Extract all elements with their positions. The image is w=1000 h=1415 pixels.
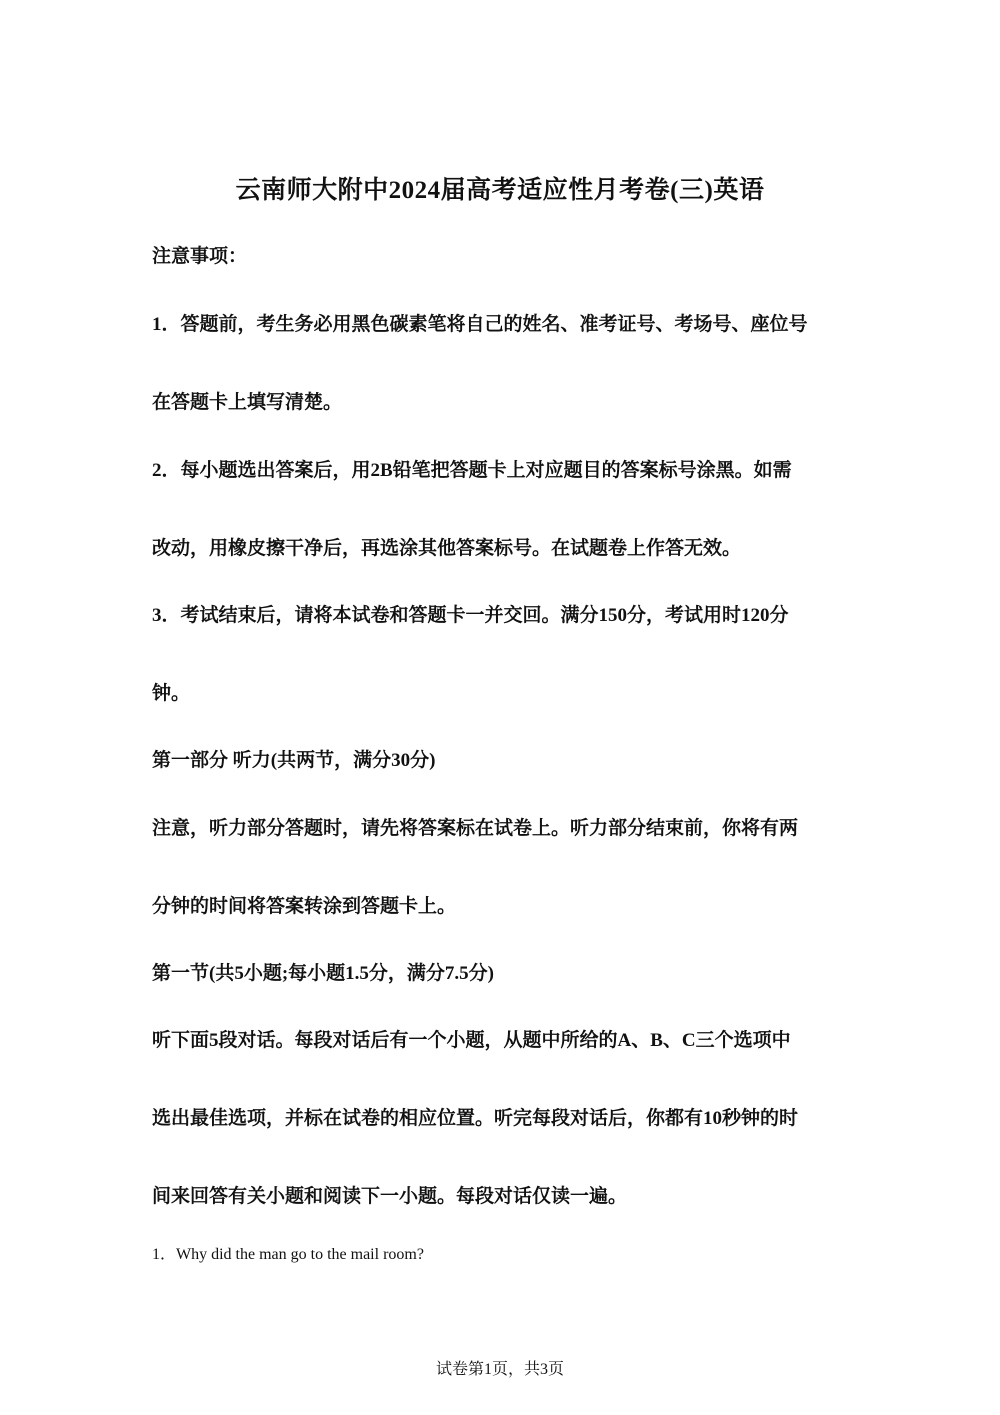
exam-title: 云南师大附中2024届高考适应性月考卷(三)英语 bbox=[235, 177, 765, 204]
section1-instruction-line-3: 间来回答有关小题和阅读下一小题。每段对话仅读一遍。 bbox=[152, 1186, 628, 1207]
part1-heading: 第一部分 听力(共两节，满分30分) bbox=[152, 750, 436, 771]
notice-item-2-line-2: 改动，用橡皮擦干净后，再选涂其他答案标号。在试题卷上作答无效。 bbox=[152, 538, 742, 559]
part1-note-line-1: 注意，听力部分答题时，请先将答案标在试卷上。听力部分结束前，你将有两 bbox=[152, 818, 799, 839]
section1-instruction-line-1: 听下面5段对话。每段对话后有一个小题，从题中所给的A、B、C三个选项中 bbox=[152, 1030, 791, 1051]
notice-item-3-line-2: 钟。 bbox=[152, 683, 191, 704]
notice-item-2-line-1: 2．每小题选出答案后，用2B铅笔把答题卡上对应题目的答案标号涂黑。如需 bbox=[152, 460, 792, 481]
notice-item-3-line-1: 3．考试结束后，请将本试卷和答题卡一并交回。满分150分，考试用时120分 bbox=[152, 605, 789, 626]
notice-item-1-line-2: 在答题卡上填写清楚。 bbox=[152, 392, 343, 413]
question-1: 1．Why did the man go to the mail room? bbox=[152, 1246, 424, 1263]
page-footer: 试卷第1页，共3页 bbox=[435, 1361, 564, 1378]
notice-item-1-line-1: 1．答题前，考生务必用黑色碳素笔将自己的姓名、准考证号、考场号、座位号 bbox=[152, 314, 808, 335]
notice-heading: 注意事项： bbox=[152, 246, 248, 267]
section1-instruction-line-2: 选出最佳选项，并标在试卷的相应位置。听完每段对话后，你都有10秒钟的时 bbox=[152, 1108, 799, 1129]
section1-heading: 第一节(共5小题;每小题1.5分，满分7.5分) bbox=[152, 963, 494, 984]
part1-note-line-2: 分钟的时间将答案转涂到答题卡上。 bbox=[152, 896, 457, 917]
